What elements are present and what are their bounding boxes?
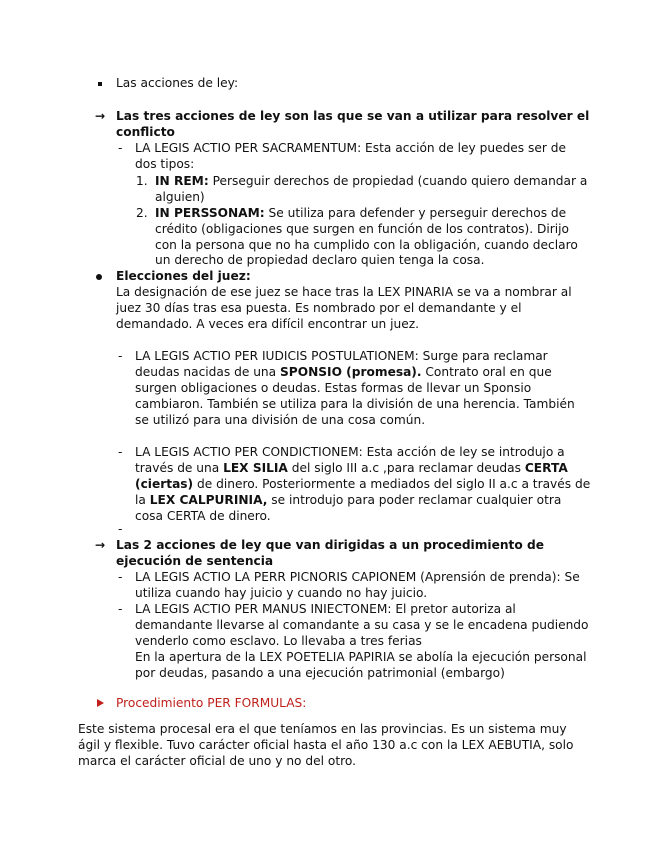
sacramentum-line: LA LEGIS ACTIO PER SACRAMENTUM: Esta acción de ley puedes ser de — [135, 141, 566, 155]
in-rem-item — [155, 173, 587, 189]
manus-line: En la apertura de la LEX POETELIA PAPIRIA se abolía la ejecución personal — [135, 650, 587, 664]
in-personam-text-cont: con la persona que no ha cumplido con la obligación, cuando declaro — [155, 238, 578, 252]
condictionem-text: la — [135, 493, 150, 507]
dash-bullet: - — [118, 349, 123, 363]
dash-bullet: - — [118, 602, 123, 616]
condictionem-text: través de una — [135, 461, 224, 475]
condictionem-line: LA LEGIS ACTIO PER CONDICTIONEM: Esta acción de ley se introdujo a — [135, 445, 565, 459]
elecciones-text: demandado. A veces era difícil encontrar un juez. — [116, 317, 420, 331]
sponsio-term: SPONSIO (promesa). — [280, 365, 422, 379]
condictionem-text: de dinero. Posteriormente a mediados del siglo II a.c a través de — [193, 477, 591, 491]
elecciones-title: Elecciones del juez: — [116, 269, 251, 283]
postulationem-line: LA LEGIS ACTIO PER IUDICIS POSTULATIONEM: Surge para reclamar — [135, 349, 548, 363]
manus-line: por deudas, pasando a una ejecución patrimonial (embargo) — [135, 666, 505, 680]
manus-line: LA LEGIS ACTIO PER MANUS INIECTONEM: El pretor autoriza al — [135, 602, 516, 616]
in-personam-text: Se utiliza para defender y perseguir derechos de — [264, 206, 567, 220]
manus-line: demandante llevarse al comandante a su casa y se le encadena pudiendo — [135, 618, 589, 632]
in-personam-text-cont: crédito (obligaciones que surgen en función de los contratos). Dirijo — [155, 222, 570, 236]
condictionem-line: cosa CERTA de dinero. — [135, 509, 271, 523]
condictionem-line — [135, 460, 568, 476]
empty-dash-bullet: - — [118, 522, 123, 536]
postulationem-line — [135, 364, 552, 380]
formulas-text: ágil y flexible. Tuvo carácter oficial hasta el año 130 a.c con la LEX AEBUTIA, solo — [78, 738, 574, 752]
capionem-line: utiliza cuando hay juicio y cuando no hay juicio. — [135, 586, 428, 600]
in-personam-label: IN PERSSONAM: — [155, 206, 265, 220]
formulas-text: marca el carácter oficial de uno y no del otro. — [78, 754, 356, 768]
in-rem-label: IN REM: — [155, 174, 209, 188]
certa-term: CERTA — [524, 461, 568, 475]
list-number: 1. — [136, 174, 148, 188]
postulationem-line: cambiaron. También se utiliza para la división de una herencia. También — [135, 397, 575, 411]
condictionem-line — [135, 492, 561, 508]
list-number: 2. — [136, 206, 148, 220]
condictionem-text: del siglo III a.c ,para reclamar deudas — [287, 461, 525, 475]
formulas-title: Procedimiento PER FORMULAS: — [116, 696, 307, 710]
elecciones-text: juez 30 días tras esa puesta. Es nombrado por el demandante y el — [116, 301, 522, 315]
bullet-acciones: Las acciones de ley: — [116, 76, 239, 90]
in-personam-text-cont: un derecho de propiedad declaro quien tenga la cosa. — [155, 253, 485, 267]
manus-line: venderlo como esclavo. Lo llevaba a tres ferias — [135, 634, 422, 648]
square-bullet-icon — [98, 82, 102, 86]
dash-bullet: - — [118, 570, 123, 584]
condictionem-line — [135, 476, 590, 492]
postulationem-text: deudas nacidas de una — [135, 365, 280, 379]
lex-silia-term: LEX SILIA — [223, 461, 288, 475]
formulas-text: Este sistema procesal era el que teníamos en las provincias. Es un sistema muy — [78, 722, 567, 736]
condictionem-text: se introdujo para poder reclamar cualquier otra — [267, 493, 562, 507]
in-rem-text: Perseguir derechos de propiedad (cuando quiero demandar a — [208, 174, 588, 188]
heading-tres-acciones-cont: conflicto — [116, 125, 175, 139]
round-bullet-icon — [96, 274, 102, 280]
arrow-bullet-icon: → — [95, 538, 106, 552]
heading-tres-acciones: Las tres acciones de ley son las que se van a utilizar para resolver el — [116, 109, 590, 123]
sacramentum-line: dos tipos: — [135, 157, 195, 171]
arrow-bullet-icon: → — [95, 109, 106, 123]
in-personam-item — [155, 205, 566, 221]
ciertas-term: (ciertas) — [135, 477, 194, 491]
arrowhead-bullet-icon — [97, 699, 104, 707]
lex-calpurinia-term: LEX CALPURINIA, — [149, 493, 268, 507]
heading-dos-acciones: Las 2 acciones de ley que van dirigidas a un procedimiento de — [116, 538, 544, 552]
dash-bullet: - — [118, 141, 123, 155]
capionem-line: LA LEGIS ACTIO LA PERR PICNORIS CAPIONEM (Aprensión de prenda): Se — [135, 570, 580, 584]
postulationem-text: Contrato oral en que — [421, 365, 552, 379]
postulationem-line: se utilizó para una división de una cosa común. — [135, 413, 426, 427]
dash-bullet: - — [118, 445, 123, 459]
elecciones-text: La designación de ese juez se hace tras la LEX PINARIA se va a nombrar al — [116, 285, 572, 299]
postulationem-line: surgen obligaciones o deudas. Estas formas de llevar un Sponsio — [135, 381, 532, 395]
heading-dos-acciones-cont: ejecución de sentencia — [116, 554, 274, 568]
in-rem-text-cont: alguien) — [155, 190, 205, 204]
